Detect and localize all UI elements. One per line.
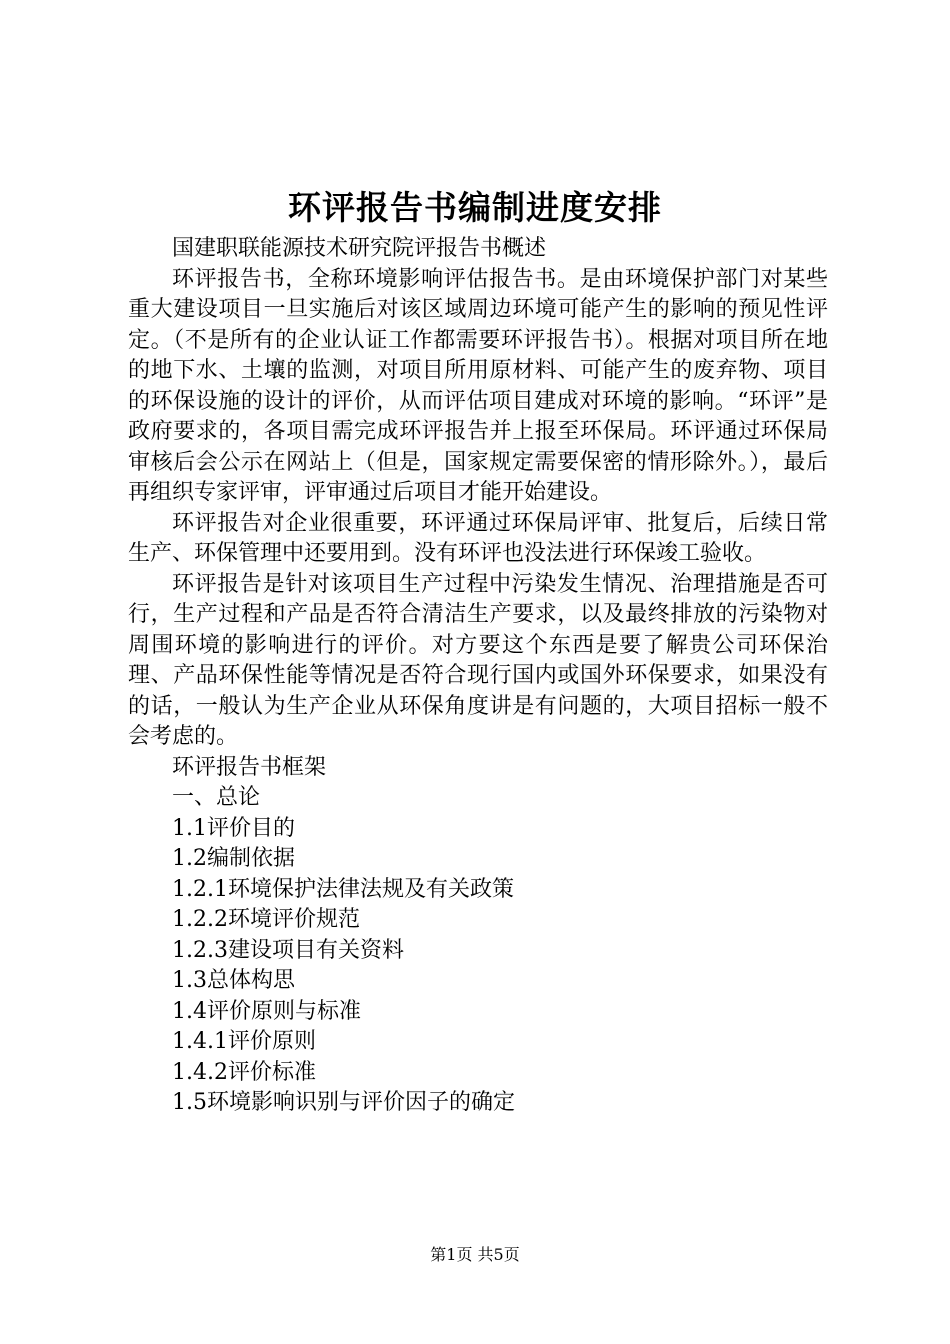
outline-item: 1.5环境影响识别与评价因子的确定 <box>172 1090 515 1115</box>
outline-item: 1.4评价原则与标准 <box>172 998 361 1024</box>
paragraph-importance: 环评报告对企业很重要，环评通过环保局评审、批复后，后续日常生产、环保管理中还要用到。没有环评也没法进行环保竣工验收。 <box>128 510 828 566</box>
document-body <box>128 234 828 1119</box>
outline-item: 1.2.1环境保护法律法规及有关政策 <box>172 876 514 902</box>
intro-line: 国建职联能源技术研究院评报告书概述 <box>172 236 547 261</box>
outline-item: 一、总论 <box>172 785 261 810</box>
outline-item: 1.4.2评价标准 <box>172 1059 316 1085</box>
outline-item: 1.3总体构思 <box>172 968 295 993</box>
outline-item: 1.2编制依据 <box>172 846 295 871</box>
page-title: 环评报告书编制进度安排 <box>288 188 662 227</box>
page-number-footer: 第1页 共5页 <box>430 1245 520 1264</box>
outline-list <box>128 783 828 1119</box>
outline-item: 1.2.3建设项目有关资料 <box>172 937 404 963</box>
paragraph-definition: 环评报告书，全称环境影响评估报告书。是由环境保护部门对某些重大建设项目一旦实施后对该区域周边环境可能产生的影响的预见性评定。（不是所有的企业认证工作都需要环评报告书）。根据对项目所在地的地下水、土壤的监测，对项目所用原材料、可能产生的废弃物、项目的环保设施的设计的评价，从而评估项目建成对环境的影响。“环评”是政府要求的，各项目需完成环评报告并上报至环保局。环评通过环保局审核后会公示在网站上（但是，国家规定需要保密的情形除外。），最后再组织专家评审，评审通过后项目才能开始建设。 <box>128 266 828 505</box>
outline-item: 1.1评价目的 <box>172 815 295 841</box>
outline-item: 1.4.1评价原则 <box>172 1029 316 1054</box>
paragraph-purpose: 环评报告是针对该项目生产过程中污染发生情况、治理措施是否可行，生产过程和产品是否符合清洁生产要求，以及最终排放的污染物对周围环境的影响进行的评价。对方要这个东西是要了解贵公司环保治理、产品环保性能等情况是否符合现行国内或国外环保要求，如果没有的话，一般认为生产企业从环保角度讲是有问题的，大项目招标一般不会考虑的。 <box>128 571 828 749</box>
outline-item: 1.2.2环境评价规范 <box>172 907 360 932</box>
outline-heading: 环评报告书框架 <box>172 754 327 780</box>
